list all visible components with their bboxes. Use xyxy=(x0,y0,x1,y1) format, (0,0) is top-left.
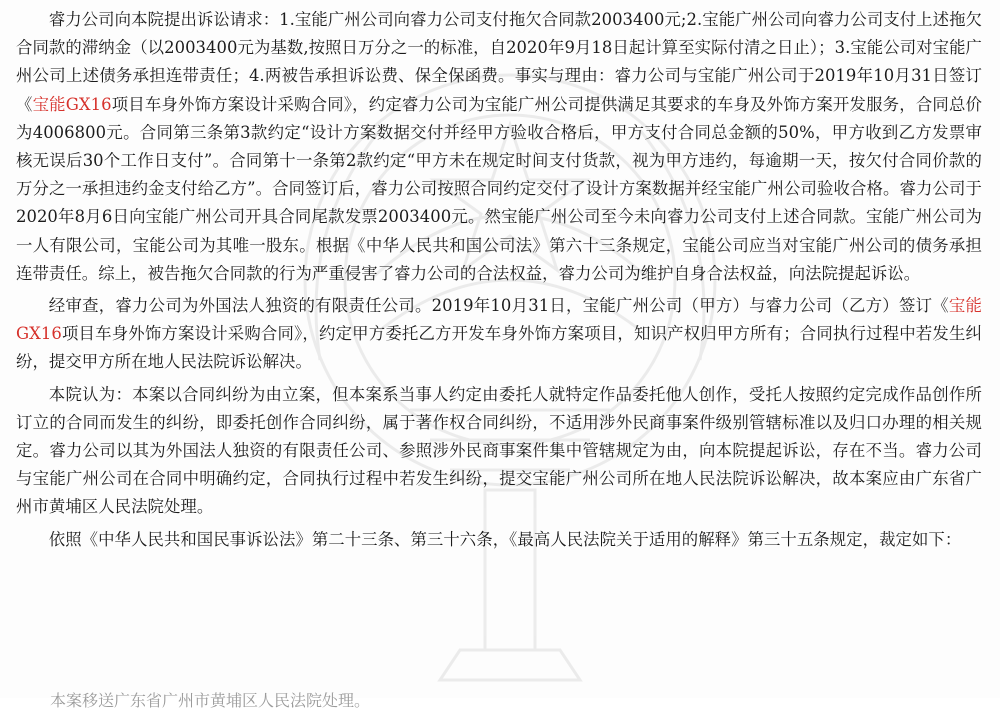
paragraph-court-opinion: 本院认为：本案以合同纠纷为由立案，但本案系当事人约定由委托人就特定作品委托他人创作，受托人按照约定完成作品创作所订立的合同而发生的纠纷，即委托创作合同纠纷，属于著作权合同纠纷，不适用涉外民商事案件级别管辖标准以及归口办理的相关规定。睿力公司以其为外国法人独资的有限责任公司、参照涉外民商事案件集中管辖规定为由，向本院提起诉讼，存在不当。睿力公司与宝能广州公司在合同中明确约定，合同执行过程中若发生纠纷，提交宝能广州公司所在地人民法院诉讼解决，故本案应由广东省广州市黄埔区人民法院处理。 xyxy=(16,384,982,517)
ruling-body xyxy=(16,6,982,558)
claims-text-lead: 睿力公司向本院提出诉讼请求：1.宝能广州公司向睿力公司支付拖欠合同款2003400元;2.宝能广州公司向睿力公司支付上述拖欠合同款的滞纳金（以2003400元为基数,按照日万分之一的标准，自2020年9月18日起计算至实际付清之日止）；3.宝能公司对宝能广州公司上述债务承担连带责任；4.两被告承担诉讼费、保全保函费。事实与理由：睿力公司与宝能广州公司于2019年10月31日签订《 xyxy=(16,10,982,114)
paragraph-claims xyxy=(16,6,982,288)
review-text-rest: 项目车身外饰方案设计采购合同》，约定甲方委托乙方开发车身外饰方案项目，知识产权归甲方所有；合同执行过程中若发生纠纷，提交甲方所在地人民法院诉讼解决。 xyxy=(16,324,982,372)
paragraph-legal-basis: 依照《中华人民共和国民事诉讼法》第二十三条、第三十六条，《最高人民法院关于适用的解释》第三十五条规定，裁定如下： xyxy=(48,529,962,549)
cut-off-ruling-line: 本案移送广东省广州市黄埔区人民法院处理。 xyxy=(50,691,371,710)
claims-text-rest: 项目车身外饰方案设计采购合同》，约定睿力公司为宝能广州公司提供满足其要求的车身及外饰方案开发服务，合同总价为4006800元。合同第三条第3款约定“设计方案数据交付并经甲方验收合格后，甲方支付合同总金额的50%，甲方收到乙方发票审核无误后30个工作日支付”。合同第十一条第2款约定“甲方未在规定时间支付货款，视为甲方违约，每逾期一天，按欠付合同价款的万分之一承担违约金支付给乙方”。合同签订后，睿力公司按照合同约定交付了设计方案数据并经宝能广州公司验收合格。睿力公司于2020年8月6日向宝能广州公司开具合同尾款发票2003400元。然宝能广州公司至今未向睿力公司支付上述合同款。宝能广州公司为一人有限公司，宝能公司为其唯一股东。根据《中华人民共和国公司法》第六十三条规定，宝能公司应当对宝能广州公司的债务承担连带责任。综上，被告拖欠合同款的行为严重侵害了睿力公司的合法权益，睿力公司为维护自身合法权益，向法院提起诉讼。 xyxy=(16,94,982,283)
project-name-highlight: 宝能GX16 xyxy=(16,296,982,344)
paragraph-review xyxy=(16,292,982,377)
project-name-highlight: 宝能GX16 xyxy=(32,94,112,114)
review-text-lead: 经审查，睿力公司为外国法人独资的有限责任公司。2019年10月31日，宝能广州公司（甲方）与睿力公司（乙方）签订《 xyxy=(48,296,949,316)
